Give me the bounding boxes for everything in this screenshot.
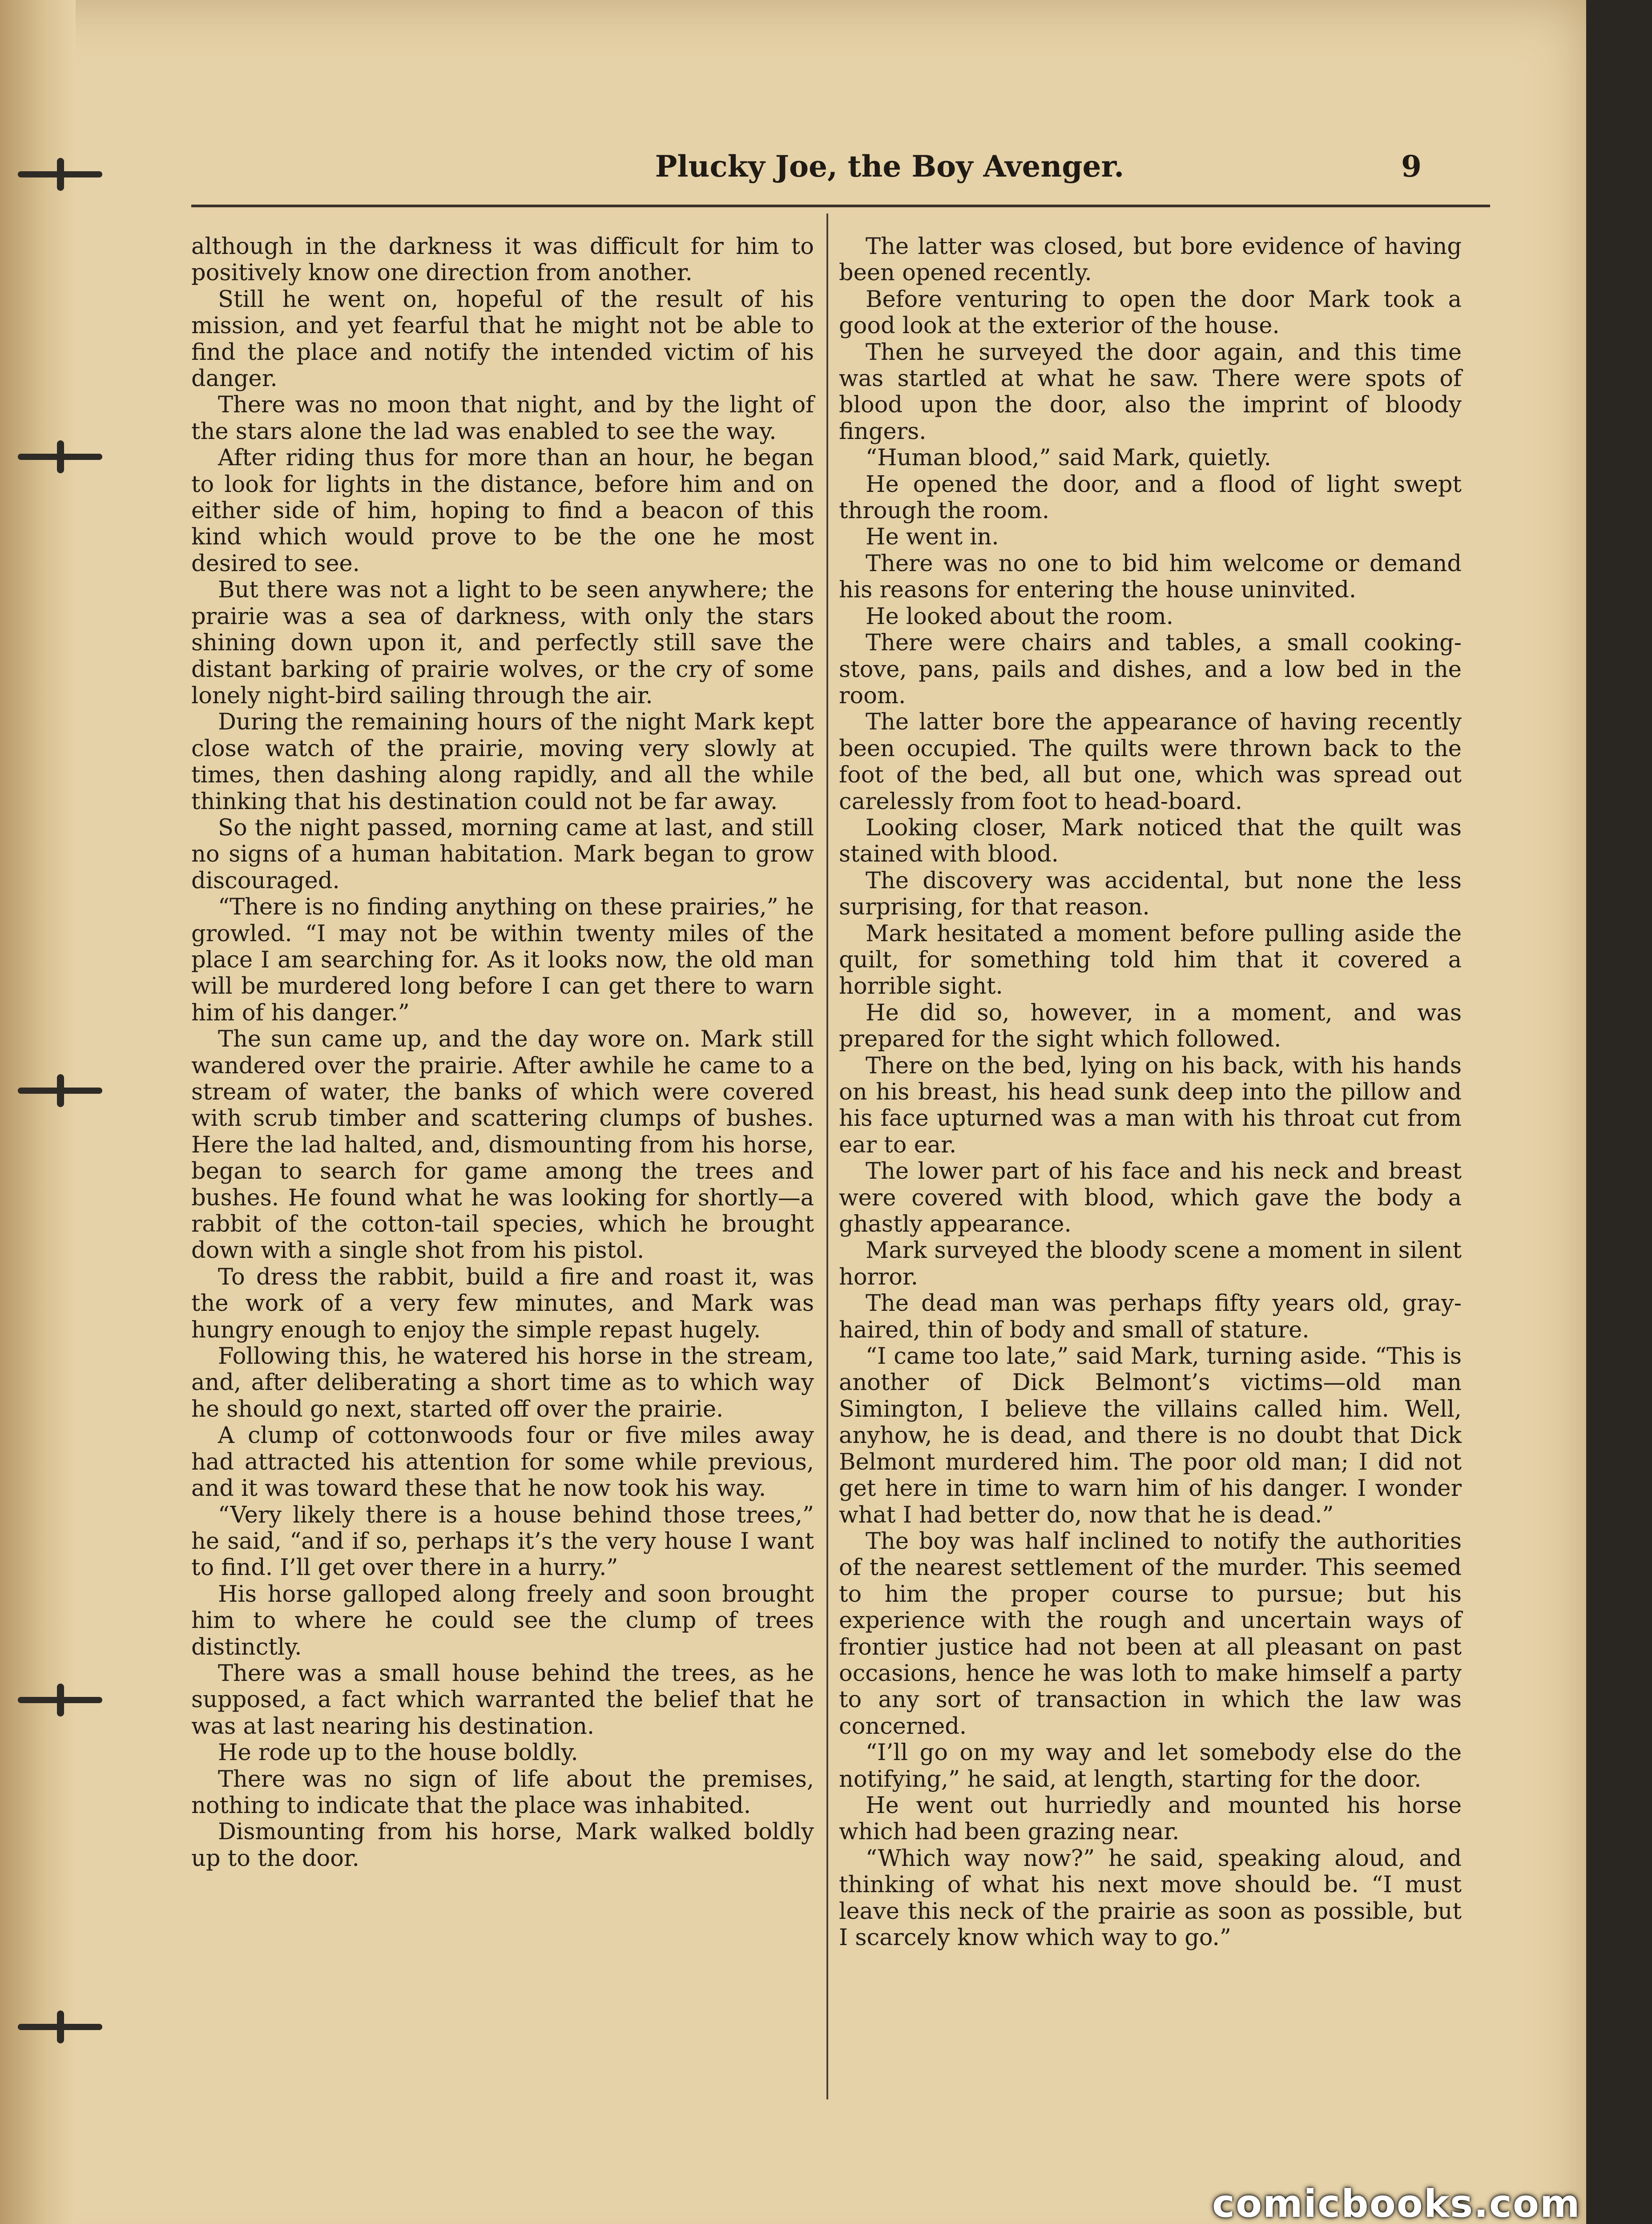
paragraph: The discovery was accidental, but none the less surprising, for that reason. bbox=[839, 867, 1462, 921]
paragraph: “There is no finding anything on these prairies,” he growled. “I may not be within twenty miles of the place I am searching for. As it looks now, the old man will be murdered long before I can get there to warn him of his danger.” bbox=[191, 894, 814, 1026]
paragraph: Before venturing to open the door Mark took a good look at the exterior of the house. bbox=[839, 286, 1462, 339]
paragraph: The sun came up, and the day wore on. Mark still wandered over the prairie. After awhile he came to a stream of water, the banks of which were covered with scrub timber and scattering clumps of bushes. Here the lad halted, and, dismounting from his horse, began to search for game among the trees and bushes. He found what he was looking for shortly—a rabbit of the cotton-tail species, which he brought down with a single shot from his pistol. bbox=[191, 1026, 814, 1264]
paragraph: Dismounting from his horse, Mark walked boldly up to the door. bbox=[191, 1819, 814, 1872]
binding-spine bbox=[0, 0, 76, 2224]
paragraph: Then he surveyed the door again, and this time was startled at what he saw. There were spots of blood upon the door, also the imprint of bloody fingers. bbox=[839, 339, 1462, 445]
binding-stitch-icon bbox=[18, 1088, 102, 1094]
column-rule bbox=[826, 214, 828, 2099]
paragraph: “Which way now?” he said, speaking aloud, and thinking of what his next move should be. “I must leave this neck of the prairie as soon as possible, but I scarcely know which way to go.” bbox=[839, 1845, 1462, 1951]
paragraph: There on the bed, lying on his back, with his hands on his breast, his head sunk deep into the pillow and his face upturned was a man with his throat cut from ear to ear. bbox=[839, 1052, 1462, 1158]
paragraph: A clump of cottonwoods four or five miles away had attracted his attention for some while previous, and it was toward these that he now took his way. bbox=[191, 1422, 814, 1502]
paragraph: So the night passed, morning came at last, and still no signs of a human habitation. Mark began to grow discouraged. bbox=[191, 814, 814, 894]
paragraph: There was a small house behind the trees, as he supposed, a fact which warranted the belief that he was at last nearing his destination. bbox=[191, 1660, 814, 1740]
binding-stitch-icon bbox=[18, 2024, 102, 2030]
paragraph: Still he went on, hopeful of the result of his mission, and yet fearful that he might not be able to find the place and notify the intended victim of his danger. bbox=[191, 286, 814, 392]
paragraph: The dead man was perhaps fifty years old, gray-haired, thin of body and small of stature. bbox=[839, 1290, 1462, 1343]
page-number: 9 bbox=[1401, 149, 1422, 184]
paragraph: He opened the door, and a flood of light swept through the room. bbox=[839, 471, 1462, 524]
paragraph: There was no moon that night, and by the light of the stars alone the lad was enabled to see the way. bbox=[191, 392, 814, 445]
paragraph: “Very likely there is a house behind those trees,” he said, “and if so, perhaps it’s the very house I want to find. I’ll get over there in a hurry.” bbox=[191, 1502, 814, 1581]
header-rule bbox=[191, 205, 1490, 207]
paragraph: But there was not a light to be seen anywhere; the prairie was a sea of darkness, with only the stars shining down upon it, and perfectly still save the distant barking of prairie wolves, or the cry of some lonely night-bird sailing through the air. bbox=[191, 577, 814, 709]
binding-stitch-icon bbox=[18, 1697, 102, 1703]
paragraph: Looking closer, Mark noticed that the quilt was stained with blood. bbox=[839, 814, 1462, 868]
binding-stitch-icon bbox=[18, 171, 102, 177]
paragraph: There were chairs and tables, a small cooking-stove, pans, pails and dishes, and a low bed in the room. bbox=[839, 630, 1462, 709]
paragraph: The latter bore the appearance of having recently been occupied. The quilts were thrown back to the foot of the bed, all but one, which was spread out carelessly from foot to head-board. bbox=[839, 709, 1462, 815]
left-column bbox=[191, 234, 814, 1872]
running-head: Plucky Joe, the Boy Avenger. bbox=[655, 149, 1124, 184]
paragraph: During the remaining hours of the night Mark kept close watch of the prairie, moving very slowly at times, then dashing along rapidly, and all the while thinking that his destination could not be far away. bbox=[191, 709, 814, 815]
paragraph: His horse galloped along freely and soon brought him to where he could see the clump of trees distinctly. bbox=[191, 1581, 814, 1660]
right-column bbox=[839, 234, 1462, 1951]
paragraph: “I’ll go on my way and let somebody else do the notifying,” he said, at length, starting for the door. bbox=[839, 1740, 1462, 1793]
paragraph: He looked about the room. bbox=[866, 603, 1173, 630]
paragraph: He did so, however, in a moment, and was prepared for the sight which followed. bbox=[839, 999, 1462, 1053]
paragraph: He went in. bbox=[866, 524, 999, 551]
watermark: comicbooks.com bbox=[1212, 2182, 1581, 2224]
paragraph: After riding thus for more than an hour, he began to look for lights in the distance, before him and on either side of him, hoping to find a beacon of this kind which would prove to be the one he most desired to see. bbox=[191, 445, 814, 577]
paragraph: To dress the rabbit, build a fire and roast it, was the work of a very few minutes, and Mark was hungry enough to enjoy the simple repast hugely. bbox=[191, 1264, 814, 1343]
paragraph: although in the darkness it was difficult for him to positively know one direction from another. bbox=[191, 234, 814, 286]
paragraph: Mark hesitated a moment before pulling aside the quilt, for something told him that it covered a horrible sight. bbox=[839, 920, 1462, 1000]
paragraph: There was no sign of life about the premises, nothing to indicate that the place was inhabited. bbox=[191, 1766, 814, 1819]
paragraph: The boy was half inclined to notify the authorities of the nearest settlement of the murder. This seemed to him the proper course to pursue; but his experience with the rough and uncertain ways of frontier justice had not been at all pleasant on past occasions, hence he was loth to make himself a party to any sort of transaction in which the law was concerned. bbox=[839, 1528, 1462, 1740]
paragraph: Following this, he watered his horse in the stream, and, after deliberating a short time as to which way he should go next, started off over the prairie. bbox=[191, 1343, 814, 1422]
paragraph: “Human blood,” said Mark, quietly. bbox=[866, 445, 1271, 471]
paragraph: Mark surveyed the bloody scene a moment in silent horror. bbox=[839, 1237, 1462, 1290]
paragraph: There was no one to bid him welcome or demand his reasons for entering the house uninvited. bbox=[839, 550, 1462, 604]
paragraph: The latter was closed, but bore evidence of having been opened recently. bbox=[839, 234, 1462, 286]
binding-stitch-icon bbox=[18, 454, 102, 460]
paragraph: He went out hurriedly and mounted his horse which had been grazing near. bbox=[839, 1792, 1462, 1845]
paragraph: The lower part of his face and his neck and breast were covered with blood, which gave the body a ghastly appearance. bbox=[839, 1158, 1462, 1238]
paragraph: “I came too late,” said Mark, turning aside. “This is another of Dick Belmont’s victims—old man Simington, I believe the villains called him. Well, anyhow, he is dead, and there is no doubt that Dick Belmont murdered him. The poor old man; I did not get here in time to warn him of his danger. I wonder what I had better do, now that he is dead.” bbox=[839, 1343, 1462, 1528]
paragraph: He rode up to the house boldly. bbox=[218, 1740, 578, 1766]
